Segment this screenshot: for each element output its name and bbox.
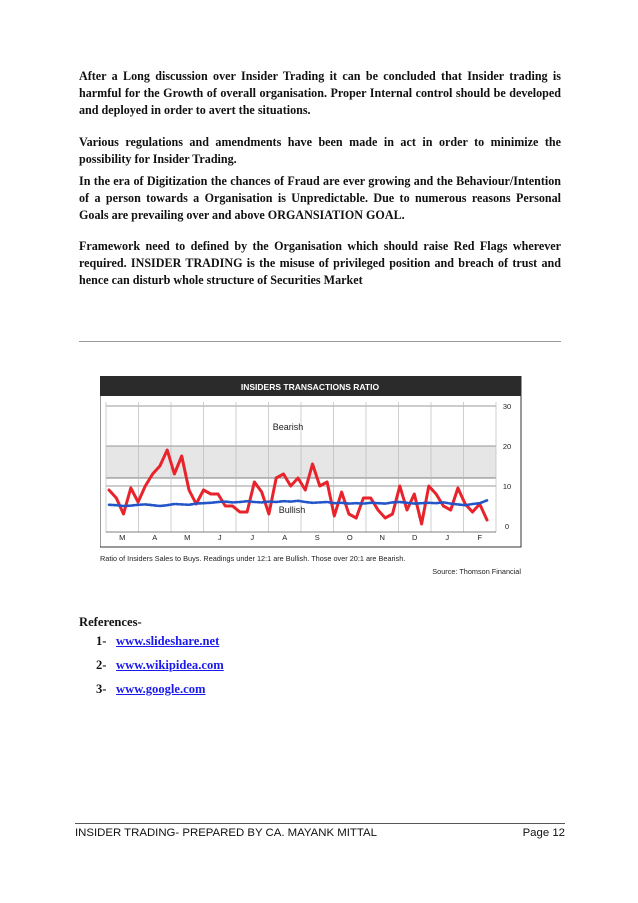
x-tick-label: M bbox=[184, 533, 191, 542]
reference-link-google[interactable]: www.google.com bbox=[116, 682, 206, 696]
chart-title: INSIDERS TRANSACTIONS RATIO bbox=[240, 382, 380, 392]
horizontal-rule bbox=[79, 341, 561, 342]
reference-number: 2- bbox=[96, 658, 107, 672]
y-tick-label: 0 bbox=[504, 522, 510, 531]
chart-source: Source: Thomson Financial bbox=[432, 567, 521, 576]
y-tick-label: 30 bbox=[502, 402, 512, 411]
footer-rule bbox=[75, 823, 565, 824]
paragraph-digitization: In the era of Digitization the chances of Fraud are ever growing and the Behaviour/Intention of a person towards a Organisation is Unpredictable. Due to numerous reasons Personal Goals are prevailing over and above ORGANSIATION GOAL. bbox=[79, 174, 561, 223]
bullish-zone-label: Bullish bbox=[278, 505, 306, 515]
page-number: Page 12 bbox=[522, 827, 565, 839]
x-tick-label: J bbox=[445, 533, 450, 542]
references-list bbox=[96, 633, 224, 705]
chart-caption: Ratio of Insiders Sales to Buys. Readings under 12:1 are Bullish. Those over 20:1 are Bearish. bbox=[100, 554, 406, 563]
reference-number: 1- bbox=[96, 634, 107, 648]
x-tick-label: J bbox=[250, 533, 255, 542]
y-tick-label: 20 bbox=[502, 442, 512, 451]
references-heading: References- bbox=[79, 615, 142, 629]
reference-number: 3- bbox=[96, 682, 107, 696]
reference-link-wikipidea[interactable]: www.wikipidea.com bbox=[116, 658, 224, 672]
x-tick-label: J bbox=[217, 533, 222, 542]
reference-item bbox=[96, 657, 224, 681]
x-tick-label: A bbox=[152, 533, 158, 542]
x-tick-label: F bbox=[477, 533, 483, 542]
paragraph-regulations: Various regulations and amendments have been made in act in order to minimize the possibility for Insider Trading. bbox=[79, 135, 561, 167]
x-tick-label: S bbox=[314, 533, 320, 542]
y-tick-label: 10 bbox=[502, 482, 512, 491]
paragraph-conclusion: After a Long discussion over Insider Trading it can be concluded that Insider trading is harmful for the Growth of overall organisation. Proper Internal control should be developed and deployed in order to avert the situations. bbox=[79, 69, 561, 118]
x-tick-label: N bbox=[379, 533, 385, 542]
reference-item bbox=[96, 633, 224, 657]
x-tick-label: D bbox=[412, 533, 418, 542]
x-tick-label: M bbox=[119, 533, 126, 542]
footer-title: INSIDER TRADING- PREPARED BY CA. MAYANK MITTAL bbox=[75, 827, 377, 839]
chart-svg bbox=[100, 376, 524, 580]
insiders-ratio-chart bbox=[100, 376, 524, 580]
reference-link-slideshare[interactable]: www.slideshare.net bbox=[116, 634, 220, 648]
x-tick-label: O bbox=[346, 533, 353, 542]
bearish-zone-label: Bearish bbox=[272, 422, 304, 432]
reference-item bbox=[96, 681, 224, 705]
x-tick-label: A bbox=[282, 533, 288, 542]
paragraph-framework: Framework need to defined by the Organisation which should raise Red Flags wherever required. INSIDER TRADING is the misuse of privileged position and breach of trust and hence can disturb whole structure of Securities Market bbox=[79, 239, 561, 288]
